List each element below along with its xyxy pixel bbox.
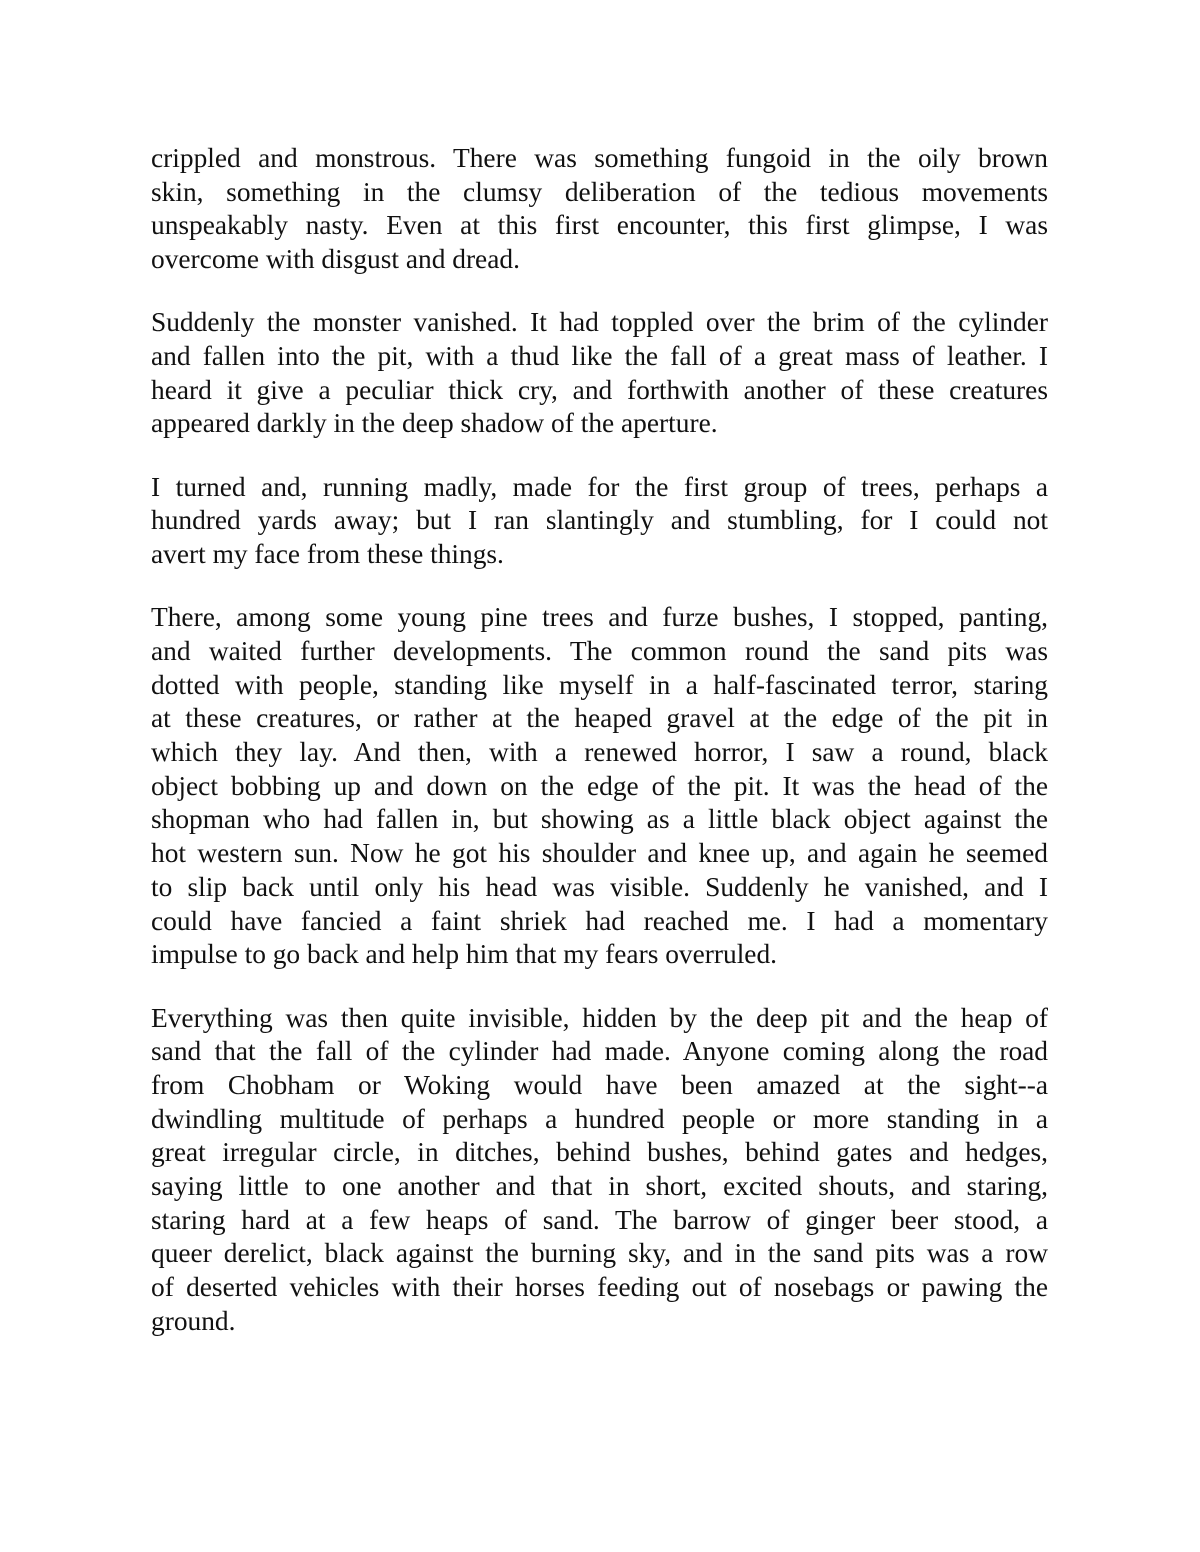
text-line: unspeakably nasty. Even at this first encounter, this first glimpse, I was xyxy=(151,210,1048,241)
text-line: overcome with disgust and dread. xyxy=(151,244,520,275)
text-line: dotted with people, standing like myself in a half-fascinated terror, staring xyxy=(151,669,1048,700)
text-line: hundred yards away; but I ran slantingly and stumbling, for I could not xyxy=(151,505,1048,536)
text-line: at these creatures, or rather at the heaped gravel at the edge of the pit in xyxy=(151,703,1048,734)
text-line: I turned and, running madly, made for the first group of trees, perhaps a xyxy=(151,471,1048,502)
text-line: Everything was then quite invisible, hidden by the deep pit and the heap of xyxy=(151,1002,1048,1033)
text-line: appeared darkly in the deep shadow of the aperture. xyxy=(151,408,718,439)
text-line: avert my face from these things. xyxy=(151,539,504,570)
paragraph-2 xyxy=(151,306,1048,441)
text-line: object bobbing up and down on the edge of the pit. It was the head of the xyxy=(151,770,1048,801)
text-line: impulse to go back and help him that my fears overruled. xyxy=(151,939,778,970)
text-line: and fallen into the pit, with a thud like the fall of a great mass of leather. I xyxy=(151,341,1048,372)
text-line: from Chobham or Woking would have been amazed at the sight--a xyxy=(151,1069,1048,1100)
text-line: heard it give a peculiar thick cry, and forthwith another of these creatures xyxy=(151,374,1048,405)
text-line: crippled and monstrous. There was something fungoid in the oily brown xyxy=(151,143,1048,173)
text-line: skin, something in the clumsy deliberation of the tedious movements xyxy=(151,176,1048,207)
document-page xyxy=(151,142,1048,1368)
text-line: hot western sun. Now he got his shoulder and knee up, and again he seemed xyxy=(151,838,1048,869)
paragraph-5 xyxy=(151,1002,1048,1339)
paragraph-4 xyxy=(151,601,1048,972)
paragraph-3 xyxy=(151,471,1048,572)
text-line: which they lay. And then, with a renewed horror, I saw a round, black xyxy=(151,737,1048,768)
text-line: queer derelict, black against the burning sky, and in the sand pits was a row xyxy=(151,1238,1048,1269)
text-line: saying little to one another and that in short, excited shouts, and staring, xyxy=(151,1170,1048,1201)
text-line: of deserted vehicles with their horses feeding out of nosebags or pawing the xyxy=(151,1272,1048,1302)
text-line: shopman who had fallen in, but showing as a little black object against the xyxy=(151,804,1048,835)
text-line: There, among some young pine trees and furze bushes, I stopped, panting, xyxy=(151,602,1048,633)
text-line: and waited further developments. The common round the sand pits was xyxy=(151,636,1048,667)
text-line: staring hard at a few heaps of sand. The barrow of ginger beer stood, a xyxy=(151,1204,1048,1235)
text-line: ground. xyxy=(151,1305,236,1336)
text-line: dwindling multitude of perhaps a hundred people or more standing in a xyxy=(151,1103,1048,1134)
text-line: Suddenly the monster vanished. It had toppled over the brim of the cylinder xyxy=(151,307,1048,338)
paragraph-1 xyxy=(151,142,1048,277)
text-line: sand that the fall of the cylinder had made. Anyone coming along the road xyxy=(151,1036,1048,1067)
text-line: great irregular circle, in ditches, behind bushes, behind gates and hedges, xyxy=(151,1137,1048,1168)
text-line: to slip back until only his head was visible. Suddenly he vanished, and I xyxy=(151,871,1048,902)
text-line: could have fancied a faint shriek had reached me. I had a momentary xyxy=(151,905,1048,936)
